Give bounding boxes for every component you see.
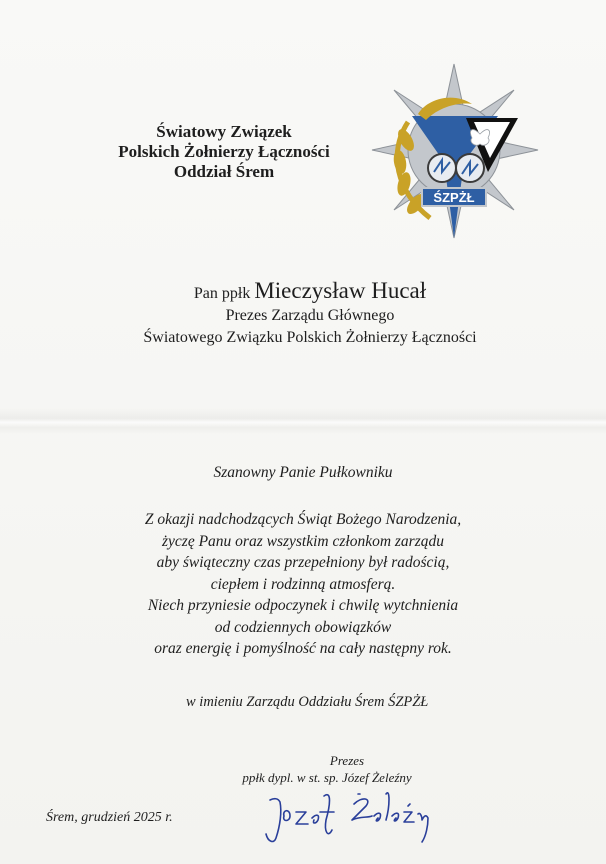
sender-block [74, 122, 374, 182]
signatory-name: ppłk dypl. w st. sp. Józef Żeleźny [242, 770, 412, 785]
on-behalf-line: w imieniu Zarządu Oddziału Śrem ŚZPŻŁ [186, 694, 429, 710]
greeting: Szanowny Panie Pułkowniku [213, 464, 393, 481]
addressee-title-line-1: Prezes Zarządu Głównego [225, 307, 395, 324]
sender-line-1: Światowy Związek [156, 122, 292, 141]
message-line-4: ciepłem i rodzinną atmosferą. [210, 575, 396, 593]
paper-fold-line [0, 408, 606, 434]
sender-line-2: Polskich Żołnierzy Łączności [118, 142, 330, 161]
message-line-6: od codziennych obowiązków [214, 618, 392, 636]
handwritten-signature-icon [262, 786, 434, 846]
message-line-5: Niech przyniesie odpoczynek i chwilę wytchnienia [147, 597, 459, 614]
emblem-label: ŚZPŻŁ [433, 190, 475, 205]
addressee-name: Mieczysław Hucał [254, 278, 427, 303]
signatory-role: Prezes [329, 753, 365, 768]
message-line-7: oraz energię i pomyślność na cały następny rok. [154, 640, 452, 657]
message-line-3: aby świąteczny czas przepełniony był radością, [156, 554, 450, 571]
message-line-2: życzę Panu oraz wszystkim członkom zarządu [162, 532, 444, 550]
sender-line-3: Oddział Śrem [173, 162, 275, 181]
addressee-title-line-2: Światowego Związku Polskich Żołnierzy Łączności [143, 329, 477, 346]
message-line-1: Z okazji nadchodzących Świąt Bożego Narodzenia, [144, 511, 462, 528]
signatory-block [232, 752, 422, 786]
addressee-prefix: Pan ppłk [193, 285, 251, 302]
szpzl-emblem-icon [368, 62, 540, 240]
place-and-date: Śrem, grudzień 2025 r. [46, 810, 173, 825]
addressee-block [60, 280, 560, 349]
message-body [60, 509, 546, 660]
